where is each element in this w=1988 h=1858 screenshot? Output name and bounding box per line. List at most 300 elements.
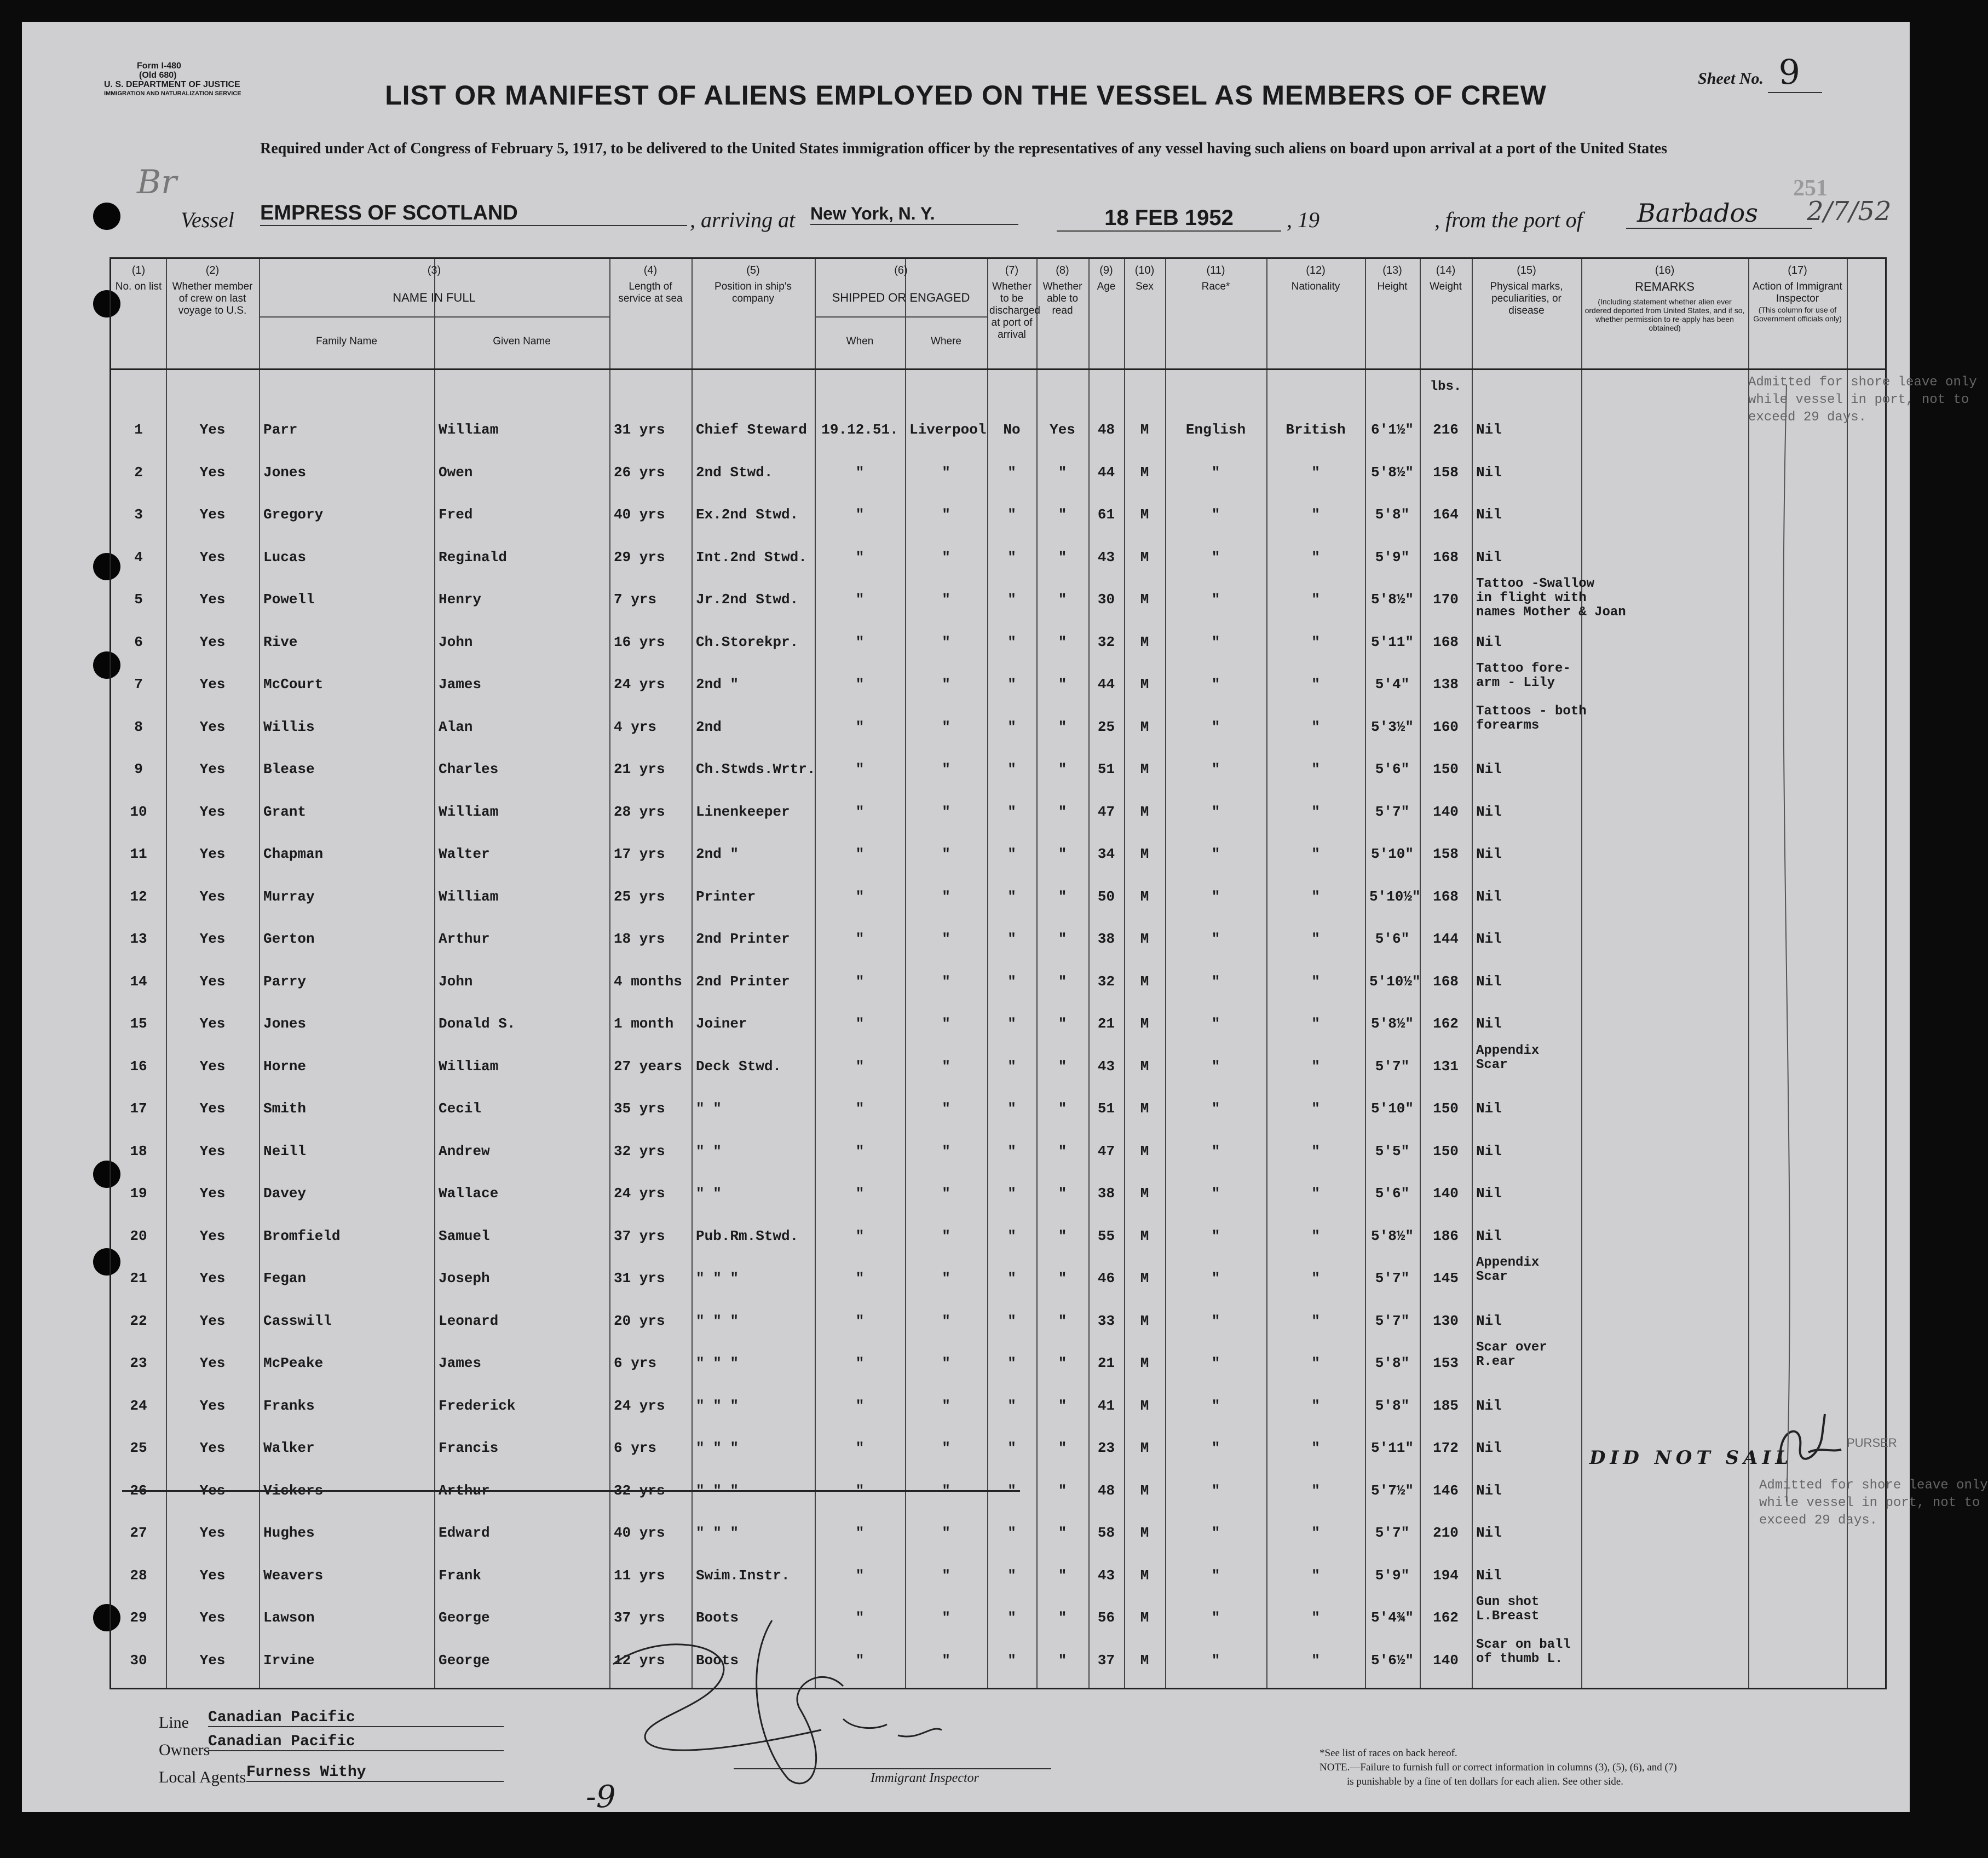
vessel-line: [137, 197, 1779, 241]
cell-crew: Yes: [199, 761, 226, 777]
cell-weight: 150: [1433, 1100, 1459, 1117]
cell-race: ": [1211, 1397, 1220, 1414]
cell-given: Wallace: [439, 1185, 499, 1202]
cell-race: ": [1211, 1609, 1220, 1626]
cell-height: 5'6": [1375, 931, 1410, 947]
cell-no: 30: [130, 1652, 147, 1669]
cell-race: ": [1211, 1100, 1220, 1117]
cell-where: ": [942, 973, 950, 990]
cell-service: 29 yrs: [614, 549, 665, 566]
cell-height: 5'7": [1375, 1312, 1410, 1329]
cell-where: ": [942, 1397, 950, 1414]
cell-disch: ": [1007, 973, 1016, 990]
cell-race: ": [1211, 1652, 1220, 1669]
line-value: Canadian Pacific: [208, 1709, 504, 1727]
cell-disch: ": [1007, 1015, 1016, 1032]
cell-marks: Nil: [1476, 1185, 1502, 1202]
cell-family: Hughes: [263, 1525, 315, 1541]
cell-family: McCourt: [263, 676, 324, 693]
table-row: [111, 703, 1885, 746]
inspector-signature: [591, 1599, 953, 1796]
cell-disch: ": [1007, 591, 1016, 608]
cell-when: ": [855, 1058, 865, 1075]
manifest-sheet: [22, 22, 1988, 1815]
cell-sex: M: [1140, 1015, 1149, 1032]
manifest-footer: [110, 1697, 1883, 1815]
cell-nat: ": [1311, 1270, 1320, 1286]
line-label: Line: [159, 1713, 189, 1732]
cell-when: ": [855, 803, 865, 820]
cell-weight: 216: [1433, 422, 1459, 438]
cell-race: ": [1211, 506, 1220, 523]
cell-height: 5'9": [1375, 549, 1410, 566]
cell-marks: Nil: [1476, 888, 1502, 905]
cell-weight: 210: [1433, 1525, 1459, 1541]
cell-nat: British: [1286, 422, 1346, 438]
cell-race: ": [1211, 676, 1220, 693]
cell-age: 23: [1097, 1440, 1115, 1456]
cell-marks: Nil: [1476, 846, 1502, 862]
cell-service: 18 yrs: [614, 931, 665, 947]
column-number: (11): [1206, 264, 1225, 276]
cell-position: 2nd ": [696, 676, 739, 693]
cell-crew: Yes: [199, 1143, 226, 1159]
cell-crew: Yes: [199, 1440, 226, 1456]
cell-nat: ": [1311, 1058, 1320, 1075]
cell-when: ": [855, 1440, 865, 1456]
cell-disch: No: [1003, 422, 1021, 438]
cell-age: 30: [1097, 591, 1115, 608]
cell-sex: M: [1140, 931, 1149, 947]
cell-height: 5'6": [1375, 1185, 1410, 1202]
cell-read: ": [1058, 803, 1067, 820]
cell-age: 38: [1097, 1185, 1115, 1202]
cell-given: Walter: [439, 846, 490, 862]
cell-weight: 186: [1433, 1227, 1459, 1244]
column-header: SHIPPED OR ENGAGED: [832, 291, 970, 304]
cell-sex: M: [1140, 973, 1149, 990]
column-number: (14): [1436, 264, 1456, 276]
cell-race: English: [1185, 422, 1246, 438]
cell-when: ": [855, 931, 865, 947]
cell-age: 47: [1097, 1143, 1115, 1159]
cell-height: 5'7½": [1370, 1482, 1414, 1499]
cell-disch: ": [1007, 1567, 1016, 1584]
column-header: Whether member of crew on last voyage to U.S.: [172, 281, 253, 316]
cell-disch: ": [1007, 1100, 1016, 1117]
cell-given: Frank: [439, 1567, 482, 1584]
cell-sex: M: [1140, 1058, 1149, 1075]
cell-marks: Scar on ball of thumb L.: [1476, 1637, 1571, 1666]
cell-race: ": [1211, 888, 1220, 905]
cell-family: Franks: [263, 1397, 315, 1414]
page-stamp: 251: [1793, 176, 1828, 201]
cell-read: ": [1058, 1227, 1067, 1244]
cell-crew: Yes: [199, 1355, 226, 1371]
cell-when: ": [855, 1015, 865, 1032]
cell-read: ": [1058, 1270, 1067, 1286]
cell-position: Linenkeeper: [696, 803, 790, 820]
cell-read: ": [1058, 1143, 1067, 1159]
inspector-label: Immigrant Inspector: [871, 1771, 979, 1785]
cell-position: " " ": [696, 1525, 739, 1541]
cell-height: 5'7": [1375, 1270, 1410, 1286]
cell-family: Chapman: [263, 846, 324, 862]
cell-crew: Yes: [199, 1312, 226, 1329]
cell-position: Pub.Rm.Stwd.: [696, 1227, 799, 1244]
table-row: [111, 409, 1885, 449]
cell-height: 5'10": [1370, 1100, 1414, 1117]
vessel-name: EMPRESS OF SCOTLAND: [260, 201, 687, 226]
cell-disch: ": [1007, 1609, 1016, 1626]
cell-read: ": [1058, 973, 1067, 990]
cell-family: Neill: [263, 1143, 307, 1159]
cell-marks: Nil: [1476, 1312, 1502, 1329]
vessel-label: Vessel: [181, 207, 234, 232]
cell-weight: 164: [1433, 506, 1459, 523]
column-header: Length of service at sea: [618, 281, 683, 304]
cell-crew: Yes: [199, 1270, 226, 1286]
cell-read: ": [1058, 1567, 1067, 1584]
cell-read: ": [1058, 1015, 1067, 1032]
cell-service: 21 yrs: [614, 761, 665, 777]
cell-age: 58: [1097, 1525, 1115, 1541]
cell-sex: M: [1140, 1185, 1149, 1202]
page-subtitle: Required under Act of Congress of February 5, 1917, to be delivered to the United States immigration officer by the representatives of any vessel having such aliens on board upon arrival at a port of the United States: [260, 140, 1667, 157]
cell-height: 5'9": [1375, 1567, 1410, 1584]
cell-age: 48: [1097, 1482, 1115, 1499]
cell-age: 32: [1097, 973, 1115, 990]
column-number: (15): [1517, 264, 1536, 276]
cell-when: ": [855, 888, 865, 905]
cell-given: Owen: [439, 464, 473, 481]
cell-given: James: [439, 676, 482, 693]
cell-position: " " ": [696, 1397, 739, 1414]
cell-where: ": [942, 506, 950, 523]
cell-race: ": [1211, 1185, 1220, 1202]
cell-family: Casswill: [263, 1312, 332, 1329]
cell-weight: 158: [1433, 464, 1459, 481]
cell-height: 5'4¾": [1370, 1609, 1414, 1626]
cell-given: Arthur: [439, 1482, 490, 1499]
cell-given: Samuel: [439, 1227, 490, 1244]
cell-read: ": [1058, 1609, 1067, 1626]
cell-where: ": [942, 1525, 950, 1541]
cell-disch: ": [1007, 633, 1016, 650]
cell-nat: ": [1311, 591, 1320, 608]
table-row: [111, 1003, 1885, 1043]
cell-nat: ": [1311, 1609, 1320, 1626]
cell-weight: 140: [1433, 1652, 1459, 1669]
cell-given: Donald S.: [439, 1015, 516, 1032]
column-number: (16): [1655, 264, 1675, 276]
cell-family: Lucas: [263, 549, 307, 566]
cell-sex: M: [1140, 422, 1149, 438]
table-row: [111, 494, 1885, 534]
cell-nat: ": [1311, 506, 1320, 523]
cell-read: ": [1058, 1355, 1067, 1371]
cell-marks: Nil: [1476, 973, 1502, 990]
cell-read: ": [1058, 846, 1067, 862]
cell-when: ": [855, 591, 865, 608]
cell-service: 11 yrs: [614, 1567, 665, 1584]
cell-disch: ": [1007, 676, 1016, 693]
cell-no: 13: [130, 931, 147, 947]
cell-position: " " ": [696, 1355, 739, 1371]
cell-position: Swim.Instr.: [696, 1567, 790, 1584]
cell-read: ": [1058, 1312, 1067, 1329]
cell-disch: ": [1007, 1355, 1016, 1371]
cell-disch: ": [1007, 506, 1016, 523]
cell-service: 17 yrs: [614, 846, 665, 862]
cell-nat: ": [1311, 931, 1320, 947]
cell-disch: ": [1007, 1482, 1016, 1499]
cell-crew: Yes: [199, 803, 226, 820]
did-not-sail-note: DID NOT SAIL: [1589, 1447, 1793, 1469]
table-row: [111, 834, 1885, 873]
cell-marks: Tattoo -Swallow in flight with names Mother & Joan: [1476, 576, 1626, 620]
cell-no: 26: [130, 1482, 147, 1499]
cell-marks: Nil: [1476, 761, 1502, 777]
cell-disch: ": [1007, 1440, 1016, 1456]
cell-position: Chief Steward: [696, 422, 807, 438]
cell-where: ": [942, 1567, 950, 1584]
cell-family: Gregory: [263, 506, 324, 523]
cell-sex: M: [1140, 1525, 1149, 1541]
cell-where: ": [942, 1100, 950, 1117]
cell-position: Printer: [696, 888, 756, 905]
cell-service: 31 yrs: [614, 1270, 665, 1286]
cell-service: 37 yrs: [614, 1227, 665, 1244]
cell-where: ": [942, 591, 950, 608]
cell-age: 61: [1097, 506, 1115, 523]
cell-age: 41: [1097, 1397, 1115, 1414]
crew-table: [110, 257, 1988, 1689]
cell-marks: Nil: [1476, 931, 1502, 947]
from-port-label: , from the port of: [1434, 207, 1583, 232]
cell-service: 32 yrs: [614, 1143, 665, 1159]
cell-no: 11: [130, 846, 147, 862]
cell-crew: Yes: [199, 506, 226, 523]
cell-height: 5'10": [1370, 846, 1414, 862]
cell-read: ": [1058, 1440, 1067, 1456]
cell-where: ": [942, 1355, 950, 1371]
cell-position: " " ": [696, 1312, 739, 1329]
table-row: [111, 919, 1885, 958]
cell-read: ": [1058, 1652, 1067, 1669]
cell-sex: M: [1140, 1143, 1149, 1159]
cell-given: Cecil: [439, 1100, 482, 1117]
cell-crew: Yes: [199, 1227, 226, 1244]
table-row: [111, 1043, 1885, 1086]
cell-race: ": [1211, 633, 1220, 650]
cell-nat: ": [1311, 1355, 1320, 1371]
cell-where: ": [942, 1015, 950, 1032]
cell-position: Int.2nd Stwd.: [696, 549, 807, 566]
cell-service: 24 yrs: [614, 1185, 665, 1202]
cell-disch: ": [1007, 1143, 1016, 1159]
cell-nat: ": [1311, 1015, 1320, 1032]
column-subheader: Family Name: [316, 336, 377, 347]
cell-read: ": [1058, 1058, 1067, 1075]
cell-nat: ": [1311, 888, 1320, 905]
cell-nat: ": [1311, 1482, 1320, 1499]
cell-family: Smith: [263, 1100, 307, 1117]
cell-height: 5'8": [1375, 1355, 1410, 1371]
cell-given: Fred: [439, 506, 473, 523]
table-row: [111, 1470, 1885, 1510]
cell-sex: M: [1140, 1567, 1149, 1584]
column-header: Position in ship's company: [714, 281, 792, 304]
cell-marks: Appendix Scar: [1476, 1255, 1540, 1284]
cell-crew: Yes: [199, 422, 226, 438]
table-row: [111, 1513, 1885, 1552]
cell-no: 22: [130, 1312, 147, 1329]
cell-given: Edward: [439, 1525, 490, 1541]
handwritten-date: 2/7/52: [1807, 196, 1892, 227]
cell-family: Lawson: [263, 1609, 315, 1626]
cell-read: ": [1058, 676, 1067, 693]
cell-age: 46: [1097, 1270, 1115, 1286]
cell-weight: 160: [1433, 718, 1459, 735]
cell-where: ": [942, 676, 950, 693]
cell-given: William: [439, 803, 499, 820]
cell-marks: Nil: [1476, 549, 1502, 566]
cell-no: 3: [134, 506, 143, 523]
column-header: Sex: [1136, 281, 1154, 292]
cell-where: ": [942, 1185, 950, 1202]
cell-service: 25 yrs: [614, 888, 665, 905]
cell-family: Irvine: [263, 1652, 315, 1669]
cell-given: George: [439, 1652, 490, 1669]
cell-weight: 168: [1433, 633, 1459, 650]
cell-when: ": [855, 1609, 865, 1626]
cell-age: 43: [1097, 549, 1115, 566]
cell-family: Rive: [263, 633, 298, 650]
cell-crew: Yes: [199, 1567, 226, 1584]
cell-when: ": [855, 1525, 865, 1541]
cell-nat: ": [1311, 1143, 1320, 1159]
owners-value: Canadian Pacific: [208, 1733, 504, 1751]
table-row: [111, 1555, 1885, 1595]
cell-weight: 145: [1433, 1270, 1459, 1286]
cell-service: 27 years: [614, 1058, 682, 1075]
cell-where: ": [942, 1652, 950, 1669]
cell-when: ": [855, 1100, 865, 1117]
cell-crew: Yes: [199, 1652, 226, 1669]
cell-nat: ": [1311, 846, 1320, 862]
cell-crew: Yes: [199, 1100, 226, 1117]
cell-family: Walker: [263, 1440, 315, 1456]
sheet-number-value: 9: [1768, 52, 1822, 93]
cell-given: James: [439, 1355, 482, 1371]
cell-position: 2nd: [696, 718, 722, 735]
cell-no: 18: [130, 1143, 147, 1159]
inspector-bracket-line: [1754, 379, 1819, 1507]
cell-position: " ": [696, 1143, 722, 1159]
column-number: (7): [1005, 264, 1019, 276]
cell-crew: Yes: [199, 1609, 226, 1626]
cell-marks: Nil: [1476, 1482, 1502, 1499]
agents-value: Furness Withy: [246, 1764, 504, 1782]
cell-service: 16 yrs: [614, 633, 665, 650]
cell-no: 16: [130, 1058, 147, 1075]
cell-height: 5'8½": [1370, 464, 1414, 481]
table-row: [111, 961, 1885, 1001]
cell-no: 14: [130, 973, 147, 990]
column-header: Age: [1097, 281, 1116, 292]
cell-when: ": [855, 1270, 865, 1286]
cell-height: 5'10½": [1369, 888, 1421, 905]
cell-race: ": [1211, 1058, 1220, 1075]
cell-where: ": [942, 718, 950, 735]
table-row: [111, 1216, 1885, 1255]
cell-marks: Appendix Scar: [1476, 1043, 1540, 1072]
cell-marks: Nil: [1476, 464, 1502, 481]
column-number: (6): [894, 264, 908, 276]
cell-position: Jr.2nd Stwd.: [696, 591, 799, 608]
cell-position: " ": [696, 1185, 722, 1202]
cell-no: 9: [134, 761, 143, 777]
table-row: [111, 622, 1885, 661]
arriving-at: New York, N. Y.: [810, 204, 1018, 225]
cell-marks: Nil: [1476, 1440, 1502, 1456]
cell-age: 55: [1097, 1227, 1115, 1244]
cell-crew: Yes: [199, 676, 226, 693]
cell-given: Francis: [439, 1440, 499, 1456]
cell-disch: ": [1007, 1652, 1016, 1669]
cell-crew: Yes: [199, 1058, 226, 1075]
cell-family: Vickers: [263, 1482, 324, 1499]
cell-family: McPeake: [263, 1355, 324, 1371]
cell-given: Arthur: [439, 931, 490, 947]
cell-given: John: [439, 633, 473, 650]
purser-stamp: PURSER: [1847, 1436, 1897, 1450]
cell-crew: Yes: [199, 718, 226, 735]
cell-read: ": [1058, 1525, 1067, 1541]
cell-service: 6 yrs: [614, 1355, 657, 1371]
column-number: (3): [427, 264, 441, 276]
cell-marks: Nil: [1476, 1227, 1502, 1244]
cell-family: Grant: [263, 803, 307, 820]
cell-crew: Yes: [199, 549, 226, 566]
cell-given: William: [439, 422, 499, 438]
cell-crew: Yes: [199, 1482, 226, 1499]
cell-when: ": [855, 1567, 865, 1584]
cell-family: Horne: [263, 1058, 307, 1075]
cell-no: 8: [134, 718, 143, 735]
cell-no: 29: [130, 1609, 147, 1626]
cell-position: Ch.Stwds.Wrtr.: [696, 761, 816, 777]
cell-given: Leonard: [439, 1312, 499, 1329]
cell-no: 6: [134, 633, 143, 650]
arriving-label: , arriving at: [690, 207, 796, 232]
cell-race: ": [1211, 1015, 1220, 1032]
cell-height: 5'5": [1375, 1143, 1410, 1159]
column-header: Height: [1377, 281, 1408, 292]
cell-no: 19: [130, 1185, 147, 1202]
cell-marks: Nil: [1476, 1567, 1502, 1584]
column-note: (Including statement whether alien ever ordered deported from United States, and if so, whether permission to re-apply has been obtained): [1584, 297, 1745, 332]
cell-read: Yes: [1050, 422, 1075, 438]
footer-notes: [1319, 1746, 1677, 1789]
owners-label: Owners: [159, 1741, 210, 1759]
cell-where: ": [942, 549, 950, 566]
cell-position: 2nd Stwd.: [696, 464, 773, 481]
cell-nat: ": [1311, 1567, 1320, 1584]
cell-when: ": [855, 633, 865, 650]
cell-height: 5'11": [1370, 1440, 1414, 1456]
